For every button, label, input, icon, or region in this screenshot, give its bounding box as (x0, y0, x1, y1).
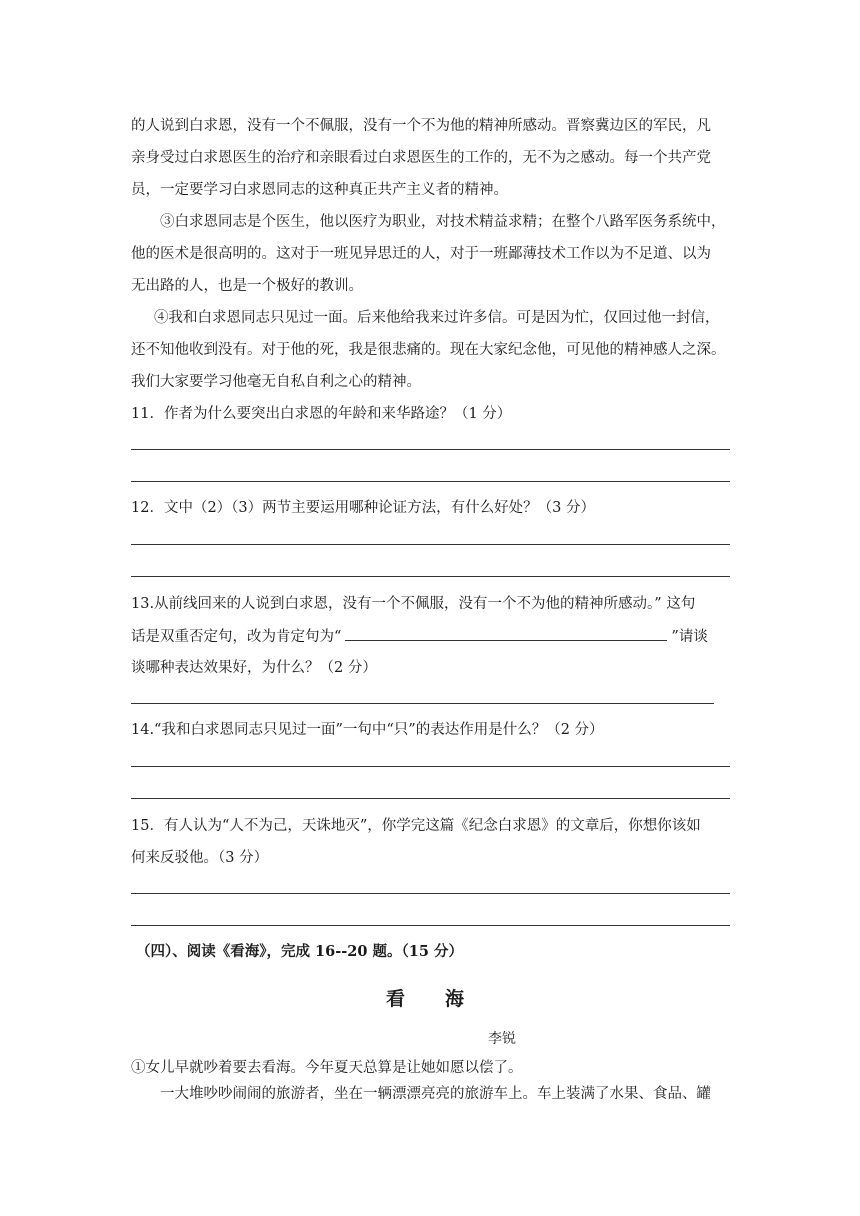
answer-line[interactable] (131, 481, 730, 482)
answer-line[interactable] (131, 798, 730, 799)
title-char: 看 (386, 988, 406, 1010)
passage-line: 亲身受过白求恩医生的治疗和亲眼看过白求恩医生的工作的，无不为之感动。每一个共产党 (131, 150, 711, 166)
question-13: 13.从前线回来的人说到白求恩，没有一个不佩服，没有一个不为他的精神所感动。” 这句 (131, 596, 696, 612)
question-13-text-b: ”请谈 (671, 629, 708, 645)
passage-line: 的人说到白求恩，没有一个不佩服，没有一个不为他的精神所感动。晋察冀边区的军民，凡 (131, 118, 711, 134)
question-14: 14.“我和白求恩同志只见过一面”一句中“只”的表达作用是什么？（2 分） (131, 722, 604, 738)
answer-line[interactable] (131, 449, 730, 450)
answer-line[interactable] (131, 544, 730, 545)
question-11: 11．作者为什么要突出白求恩的年龄和来华路途？（1 分） (131, 406, 512, 422)
passage-line: 还不知他收到没有。对于他的死，我是很悲痛的。现在大家纪念他，可见他的精神感人之深。 (131, 342, 726, 358)
question-15: 15．有人认为“人不为己，天诛地灭”，你学完这篇《纪念白求恩》的文章后，你想你该如 (131, 818, 701, 834)
passage-line: 我们大家要学习他毫无自私自利之心的精神。 (131, 374, 421, 390)
question-15-line2: 何来反驳他。（3 分） (131, 850, 269, 866)
passage-line: 员，一定要学习白求恩同志的这种真正共产主义者的精神。 (131, 182, 508, 198)
answer-line[interactable] (131, 766, 730, 767)
question-13-line3: 谈哪种表达效果好，为什么？（2 分） (131, 660, 377, 676)
question-13-line2 (131, 626, 708, 647)
article-author: 李锐 (488, 1031, 516, 1047)
answer-line[interactable] (131, 576, 730, 577)
passage-line: 无出路的人，也是一个极好的教训。 (131, 278, 363, 294)
fill-in-blank[interactable] (345, 626, 667, 641)
article-paragraph: ①女儿早就吵着要去看海。今年夏天总算是让她如愿以偿了。 (131, 1060, 523, 1076)
question-13-text-a: 话是双重否定句，改为肯定句为“ (131, 629, 342, 645)
article-title (386, 984, 464, 1011)
answer-line[interactable] (131, 703, 714, 704)
passage-line: ③白求恩同志是个医生，他以医疗为职业，对技术精益求精；在整个八路军医务系统中， (160, 214, 726, 230)
article-paragraph: 一大堆吵吵闹闹的旅游者，坐在一辆漂漂亮亮的旅游车上。车上装满了水果、食品、罐 (160, 1086, 711, 1102)
passage-line: 他的医术是很高明的。这对于一班见异思迁的人，对于一班鄙薄技术工作以为不足道、以为 (131, 246, 711, 262)
question-12: 12．文中（2）（3）两节主要运用哪种论证方法，有什么好处？（3 分） (131, 500, 595, 516)
passage-line: ④我和白求恩同志只见过一面。后来他给我来过许多信。可是因为忙，仅回过他一封信， (154, 310, 720, 326)
answer-line[interactable] (131, 893, 730, 894)
title-char: 海 (445, 988, 465, 1010)
answer-line[interactable] (131, 925, 730, 926)
section-heading: （四）、阅读《看海》，完成 16--20 题。（15 分） (136, 943, 463, 960)
